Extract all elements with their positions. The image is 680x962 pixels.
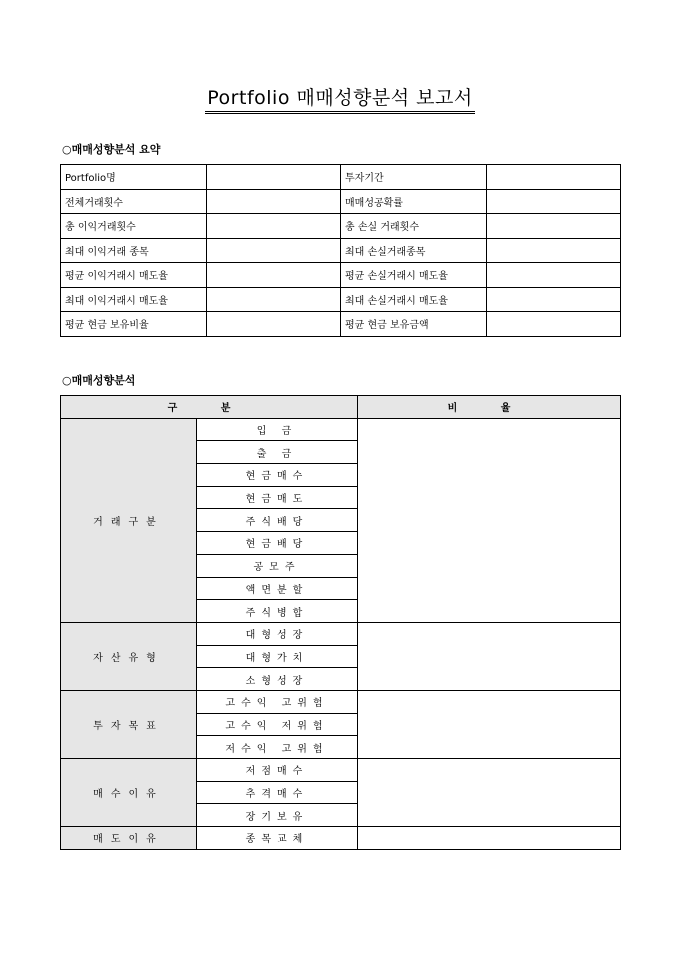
category-label: 투자목표 xyxy=(61,690,197,758)
category-header: 구 분 xyxy=(61,396,358,419)
ratio-cell[interactable] xyxy=(358,759,621,827)
subcategory-label: 현금매도 xyxy=(197,486,358,509)
subcategory-label: 고수익 고위험 xyxy=(197,690,358,713)
summary-value-cell[interactable] xyxy=(487,238,621,263)
summary-row xyxy=(61,312,621,337)
analysis-row xyxy=(61,759,621,782)
subcategory-label: 입 금 xyxy=(197,418,358,441)
summary-value-cell[interactable] xyxy=(487,263,621,288)
category-label: 거래구분 xyxy=(61,418,197,622)
subcategory-label: 주식배당 xyxy=(197,509,358,532)
summary-label: 최대 손실거래시 매도율 xyxy=(341,287,487,312)
analysis-row xyxy=(61,827,621,850)
ratio-cell[interactable] xyxy=(358,418,621,622)
ratio-header: 비 율 xyxy=(358,396,621,419)
summary-value-cell[interactable] xyxy=(207,214,341,239)
summary-label: 최대 이익거래시 매도율 xyxy=(61,287,207,312)
subcategory-label: 추격매수 xyxy=(197,781,358,804)
summary-label: 평균 현금 보유비율 xyxy=(61,312,207,337)
category-label: 매수이유 xyxy=(61,759,197,827)
subcategory-label: 출 금 xyxy=(197,441,358,464)
summary-label: 매매성공확률 xyxy=(341,189,487,214)
ratio-cell[interactable] xyxy=(358,690,621,758)
summary-label: 최대 손실거래종목 xyxy=(341,238,487,263)
summary-value-cell[interactable] xyxy=(207,189,341,214)
summary-label: 전체거래횟수 xyxy=(61,189,207,214)
analysis-heading: ○매매성향분석 xyxy=(62,374,136,387)
subcategory-label: 고수익 저위험 xyxy=(197,713,358,736)
summary-row xyxy=(61,263,621,288)
analysis-table xyxy=(60,395,621,850)
subcategory-label: 현금배당 xyxy=(197,532,358,555)
summary-value-cell[interactable] xyxy=(487,189,621,214)
summary-row xyxy=(61,287,621,312)
summary-row xyxy=(61,189,621,214)
summary-heading: ○매매성향분석 요약 xyxy=(62,143,161,156)
summary-value-cell[interactable] xyxy=(207,165,341,190)
subcategory-label: 현금매수 xyxy=(197,464,358,487)
subcategory-label: 주식병합 xyxy=(197,600,358,623)
title-wrap xyxy=(0,86,680,114)
ratio-cell[interactable] xyxy=(358,622,621,690)
summary-label: 평균 현금 보유금액 xyxy=(341,312,487,337)
summary-label: 투자기간 xyxy=(341,165,487,190)
summary-table xyxy=(60,164,621,337)
subcategory-label: 저수익 고위험 xyxy=(197,736,358,759)
subcategory-label: 공모주 xyxy=(197,554,358,577)
analysis-row xyxy=(61,622,621,645)
summary-label: 총 이익거래횟수 xyxy=(61,214,207,239)
summary-value-cell[interactable] xyxy=(487,214,621,239)
summary-value-cell[interactable] xyxy=(207,312,341,337)
subcategory-label: 대형성장 xyxy=(197,622,358,645)
summary-label: 평균 이익거래시 매도율 xyxy=(61,263,207,288)
summary-label: 평균 손실거래시 매도율 xyxy=(341,263,487,288)
summary-value-cell[interactable] xyxy=(487,165,621,190)
page-title: Portfolio 매매성향분석 보고서 xyxy=(205,86,474,114)
analysis-row xyxy=(61,418,621,441)
summary-row xyxy=(61,165,621,190)
subcategory-label: 장기보유 xyxy=(197,804,358,827)
summary-value-cell[interactable] xyxy=(207,238,341,263)
summary-value-cell[interactable] xyxy=(207,287,341,312)
subcategory-label: 소형성장 xyxy=(197,668,358,691)
analysis-header-row xyxy=(61,396,621,419)
analysis-row xyxy=(61,690,621,713)
category-label: 자산유형 xyxy=(61,622,197,690)
subcategory-label: 대형가치 xyxy=(197,645,358,668)
summary-label: Portfolio명 xyxy=(61,165,207,190)
category-label: 매도이유 xyxy=(61,827,197,850)
summary-row xyxy=(61,238,621,263)
summary-label: 총 손실 거래횟수 xyxy=(341,214,487,239)
summary-value-cell[interactable] xyxy=(487,287,621,312)
summary-value-cell[interactable] xyxy=(487,312,621,337)
ratio-cell[interactable] xyxy=(358,827,621,850)
subcategory-label: 종목교체 xyxy=(197,827,358,850)
summary-row xyxy=(61,214,621,239)
summary-label: 최대 이익거래 종목 xyxy=(61,238,207,263)
subcategory-label: 액면분할 xyxy=(197,577,358,600)
subcategory-label: 저점매수 xyxy=(197,759,358,782)
summary-value-cell[interactable] xyxy=(207,263,341,288)
